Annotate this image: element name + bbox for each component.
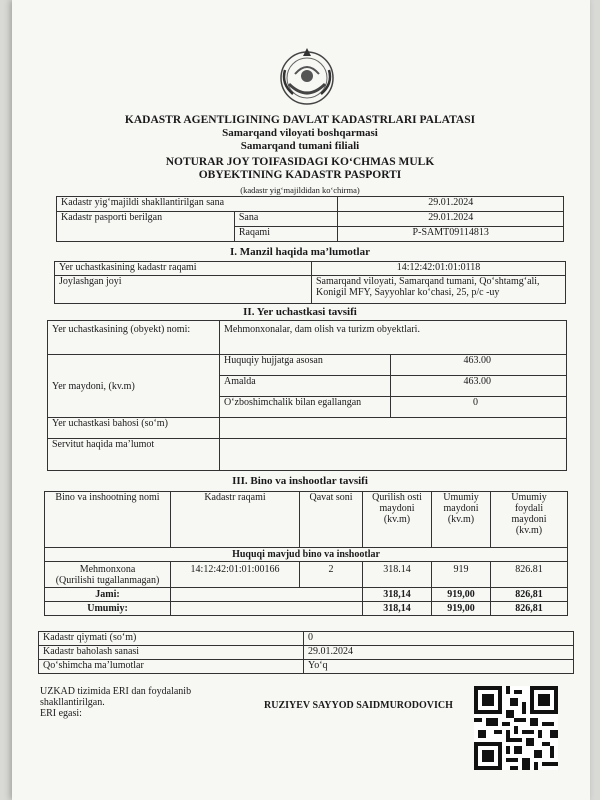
building-useful-area: 826.81 [491,562,568,588]
issued-date-value: 29.01.2024 [338,212,564,227]
col-total-area-l3: (kv.m) [447,514,475,525]
issued-label: Kadastr pasporti berilgan [57,212,235,242]
section-buildings-title: III. Bino va inshootlar tavsifi [232,475,368,487]
col-total-area-l1: Umumiy [443,492,479,503]
table-row [45,602,568,616]
col-building-name: Bino va inshootning nomi [45,492,171,548]
passport-info-table [56,196,564,242]
extra-info-value: Yo‘q [304,660,574,674]
valuation-table [38,631,574,674]
col-useful-area-l2: foydali [514,503,544,514]
issued-number-value: P-SAMT09114813 [338,227,564,242]
umumiy-useful: 826,81 [491,602,568,616]
legal-area-value: 463.00 [391,355,567,376]
section-land-title: II. Yer uchastkasi tavsifi [243,306,357,318]
cadastral-value-label: Kadastr qiymati (so‘m) [39,632,304,646]
section-address-title: I. Manzil haqida ma’lumotlar [230,246,370,258]
valuation-date-label: Kadastr baholash sanasi [39,646,304,660]
col-cadastral-number: Kadastr raqami [171,492,300,548]
compiled-date-value: 29.01.2024 [338,197,564,212]
issued-date-label: Sana [234,212,338,227]
table-row [45,588,568,602]
jami-empty [171,588,363,602]
region-title: Samarqand viloyati boshqarmasi [222,127,378,139]
building-floors: 2 [300,562,363,588]
location-label: Joylashgan joyi [55,276,312,304]
self-occupied-value: 0 [391,397,567,418]
col-useful-area-l4: (kv.m) [515,525,543,536]
col-build-area-l3: (kv.m) [383,514,411,525]
eri-note [40,686,191,719]
state-emblem-icon [275,44,339,108]
district-title: Samarqand tumani filiali [240,140,360,152]
jami-build: 318,14 [363,588,432,602]
col-build-area [363,492,432,548]
col-useful-area [491,492,568,548]
location-value [312,276,566,304]
land-area-label: Yer maydoni, (kv.m) [48,355,220,418]
servitut-value [220,439,567,471]
extra-info-label: Qo‘shimcha ma’lumotlar [39,660,304,674]
building-name-l1: Mehmonxona [79,563,136,575]
col-total-area [432,492,491,548]
jami-total: 919,00 [432,588,491,602]
location-line1: Samarqand viloyati, Samarqand tumani, Qo‘shtamg‘ali, [316,276,540,287]
col-useful-area-l1: Umumiy [511,492,547,503]
eri-owner-label: ERI egasi: [40,708,82,719]
location-line2: Konigil MFY, Sayyohlar ko‘chasi, 25, p/c -uy [316,287,500,298]
building-name [45,562,171,588]
building-cadastral: 14:12:42:01:01:00166 [171,562,300,588]
valuation-date-value: 29.01.2024 [304,646,574,660]
group-title: Huquqi mavjud bino va inshootlar [45,548,568,562]
col-useful-area-l3: maydoni [511,514,547,525]
cadastral-number-label: Yer uchastkasining kadastr raqami [55,262,312,276]
actual-area-value: 463.00 [391,376,567,397]
land-price-value [220,418,567,439]
object-name-value: Mehmonxonalar, dam olish va turizm obyektlari. [220,321,567,355]
legal-area-label: Huquqiy hujjatga asosan [220,355,391,376]
address-table [54,261,566,304]
buildings-table [44,491,568,616]
jami-label: Jami: [45,588,171,602]
umumiy-label: Umumiy: [45,602,171,616]
document-title-line1: NOTURAR JOY TOIFASIDAGI KO‘CHMAS MULK [165,156,435,168]
agency-title: KADASTR AGENTLIGINING DAVLAT KADASTRLARI PALATASI [124,114,476,126]
land-price-label: Yer uchastkasi bahosi (so‘m) [48,418,220,439]
signer-name: RUZIYEV SAYYOD SAIDMURODOVICH [264,700,453,711]
qr-code-icon [474,686,558,770]
building-build-area: 318.14 [363,562,432,588]
building-name-l2: (Qurilishi tugallanmagan) [55,574,160,586]
eri-note-line1: UZKAD tizimida ERI dan foydalanib [40,686,192,697]
building-total-area: 919 [432,562,491,588]
col-floors: Qavat soni [300,492,363,548]
self-occupied-label: O‘zboshimchalik bilan egallangan [220,397,391,418]
land-table [47,320,567,471]
umumiy-build: 318,14 [363,602,432,616]
compiled-date-label: Kadastr yig‘majildi shakllantirilgan sana [57,197,338,212]
umumiy-total: 919,00 [432,602,491,616]
document-title-line2: OBYEKTINING KADASTR PASPORTI [198,169,402,181]
col-build-area-l2: maydoni [379,503,415,514]
cadastral-value-value: 0 [304,632,574,646]
cadastral-number-value: 14:12:42:01:01:0118 [312,262,566,276]
issued-number-label: Raqami [234,227,338,242]
servitut-label: Servitut haqida ma’lumot [48,439,220,471]
document-subtitle: (kadastr yig‘majildidan ko‘chirma) [240,185,360,195]
actual-area-label: Amalda [220,376,391,397]
eri-note-line2: shakllantirilgan. [40,697,105,708]
umumiy-empty [171,602,363,616]
jami-useful: 826,81 [491,588,568,602]
table-row [45,562,568,588]
object-name-label: Yer uchastkasining (obyekt) nomi: [48,321,220,355]
col-total-area-l2: maydoni [443,503,479,514]
col-build-area-l1: Qurilish osti [372,492,422,503]
